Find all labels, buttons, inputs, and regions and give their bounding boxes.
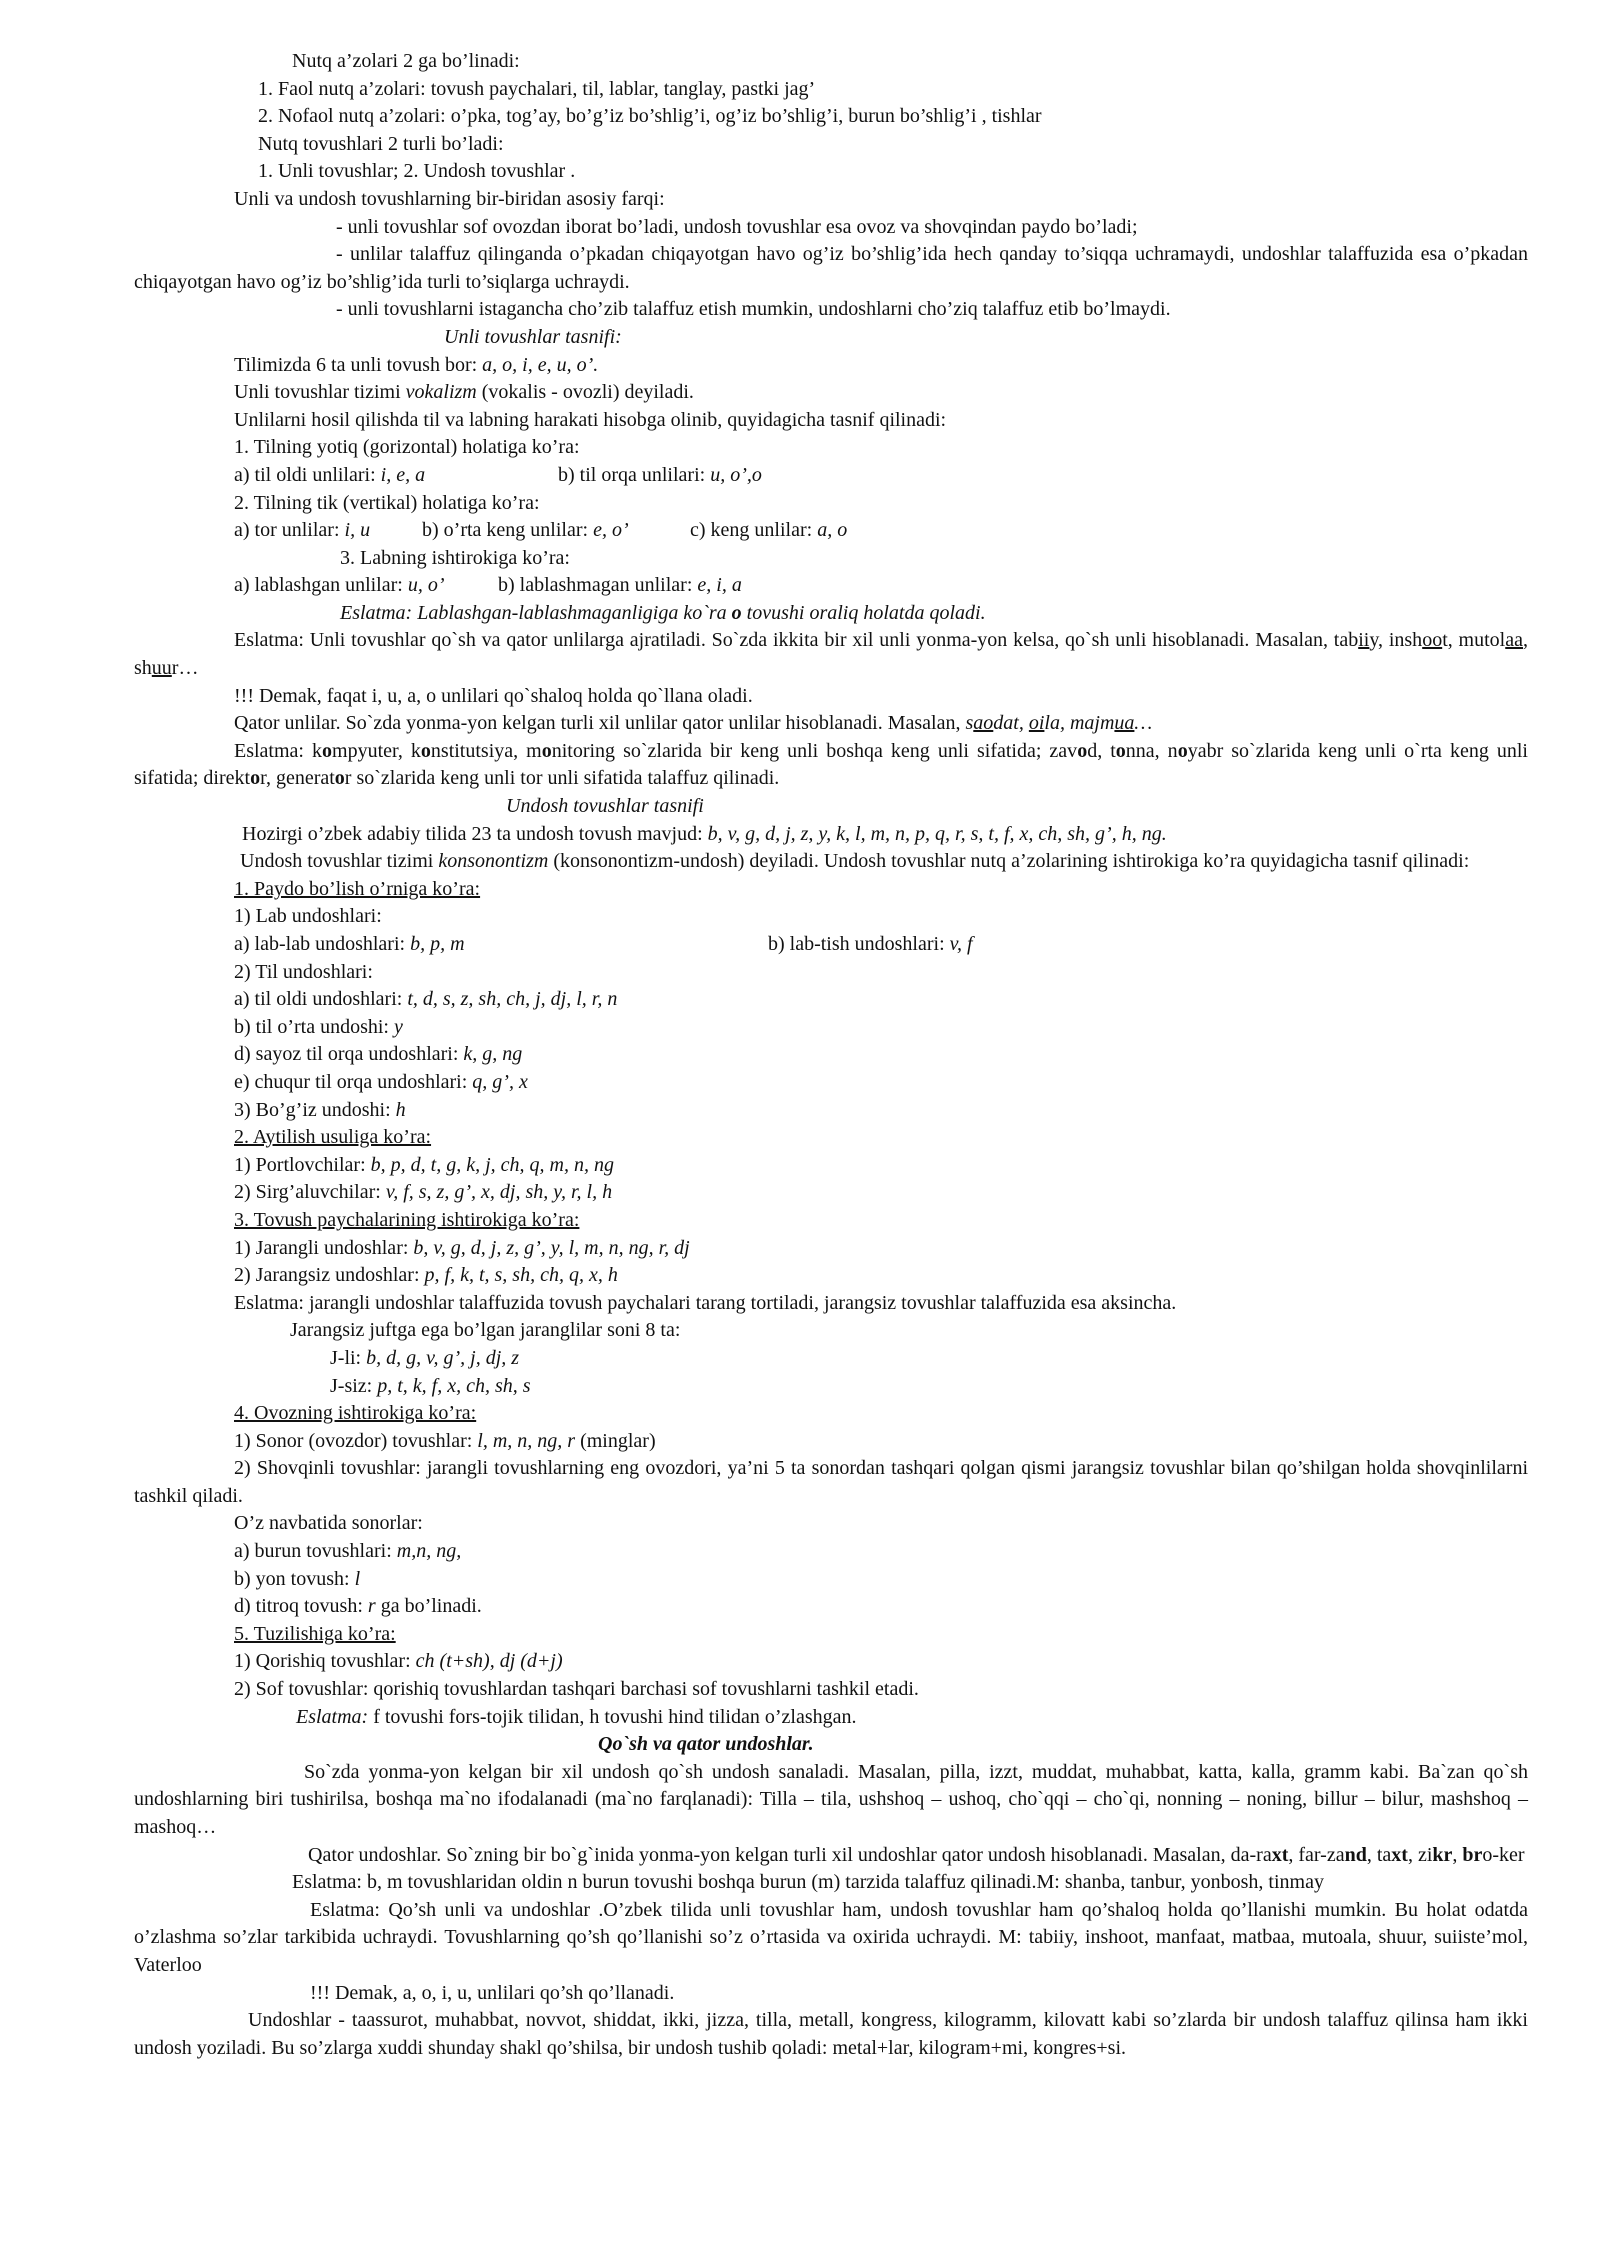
col-b — [768, 931, 973, 959]
consonant-list: p, f, k, t, s, sh, ch, q, x, h — [424, 1264, 618, 1287]
text-span: d) sayoz til orqa undoshlari: — [234, 1043, 464, 1066]
text-line — [138, 1097, 1528, 1125]
text-span: r, generat — [260, 767, 335, 790]
text-span: ga bo’linadi. — [375, 1595, 482, 1618]
text-span: … — [1134, 712, 1153, 735]
vowel-list: i, e, a — [380, 463, 426, 486]
bold-letter: o — [541, 739, 552, 762]
text-line: Unlilarni hosil qilishda til va labning harakati hisobga olinib, quyidagicha tasnif qilinadi: — [234, 408, 947, 431]
text-line — [138, 1152, 1528, 1180]
text-span: t, mutol — [1442, 629, 1506, 652]
text-span: , — [1452, 1843, 1463, 1866]
section-heading — [138, 793, 1528, 821]
text-span: a) tor unlilar: — [234, 519, 345, 542]
text-span: Eslatma: Lablashgan-lablashmaganligiga ko`ra — [340, 601, 732, 624]
text-span: b) til o’rta undoshi: — [234, 1015, 394, 1038]
vowel-list: a, o — [817, 519, 848, 542]
underlined-letters: ua — [1114, 712, 1135, 735]
consonant-list: l, m, n, ng, r — [477, 1429, 576, 1452]
text-paragraph: Eslatma: Qo’sh unli va undoshlar .O’zbek tilida unli tovushlar ham, undosh tovushlar ham qo’shaloq holda qo’llanishi mumkin. Bu holat odatda o’zlashma so’zlar tarkibida uchraydi. Tovushlarning qo’sh qo’llanishi so’z o’rtasida va oxirida uchraydi. M: tabiiy, inshoot, manfaat, matbaa, mutoala, shuur, suiiste’mol, Vaterloo — [134, 1898, 1528, 1976]
text-span: , zi — [1407, 1843, 1433, 1866]
bold-letters: kr — [1432, 1843, 1453, 1866]
text-line — [138, 710, 1528, 738]
two-column-line — [138, 931, 1528, 959]
text-line — [138, 352, 1528, 380]
text-span: a) lab-lab undoshlari: — [234, 933, 411, 955]
text-span: d) titroq tovush: — [234, 1595, 368, 1618]
text-line: !!! Demak, a, o, i, u, unlilari qo’sh qo’llanadi. — [310, 1981, 675, 2004]
underlined-letters: ii — [1358, 629, 1370, 652]
subsection-heading — [138, 1621, 1528, 1649]
text-span: nna, n — [1125, 739, 1178, 762]
text-paragraph: - unlilar talaffuz qilinganda o’pkadan chiqayotgan havo og’iz bo’shlig’ida hech qanday to’siqqa uchramaydi, undoshlar talaffuzida esa o’pkadan chiqayotgan havo og’iz bo’shlig’ida turli to’siqlarga uchraydi. — [134, 243, 1528, 293]
vowel-list: i, u — [344, 519, 371, 542]
text-line — [138, 1262, 1528, 1290]
text-line: Unli va undosh tovushlarning bir-biridan asosiy farqi: — [234, 187, 665, 210]
text-line: 2. Nofaol nutq a’zolari: o’pka, tog’ay, bo’g’iz bo’shlig’i, og’iz bo’shlig’i, burun bo’shlig’i , tishlar — [258, 105, 1042, 128]
vowel-list: e, o’ — [593, 519, 629, 542]
text-line: 1) Lab undoshlari: — [234, 905, 382, 928]
three-column-line — [138, 517, 1528, 545]
text-span: Unli tovushlar tizimi — [234, 381, 406, 404]
text-line — [138, 1566, 1528, 1594]
text-line: O’z navbatida sonorlar: — [234, 1512, 423, 1535]
text-paragraph: So`zda yonma-yon kelgan bir xil undosh qo`sh undosh sanaladi. Masalan, pilla, izzt, muddat, muhabbat, katta, kalla, gramm kabi. Ba`zan qo`sh undoshlarning biri tushirilsa, boshqa ma`no ifodalanadi (ma`no farqlanadi): Tilla – tila, ushshoq – ushoq, cho`qqi – cho`qi, nonning – noning, billur – bilur, mashshoq – mashoq… — [134, 1760, 1528, 1838]
subsection-heading — [138, 1207, 1528, 1235]
text-line — [138, 379, 1528, 407]
underlined-letters: oo — [1422, 629, 1443, 652]
underlined-letters: uu — [151, 657, 172, 680]
bold-letter: o — [420, 739, 431, 762]
text-line — [138, 1345, 1528, 1373]
text-line — [138, 1648, 1528, 1676]
vowel-list: u, o’ — [407, 574, 445, 597]
bold-letter: o — [1177, 739, 1188, 762]
bold-letters: br — [1462, 1843, 1483, 1866]
text-line: - unli tovushlar sof ovozdan iborat bo’ladi, undosh tovushlar esa ovoz va shovqindan paydo bo’ladi; — [336, 215, 1138, 238]
text-line: 1. Faol nutq a’zolari: tovush paychalari, til, lablar, tanglay, pastki jag’ — [258, 77, 816, 100]
text-line: Eslatma: jarangli undoshlar talaffuzida tovush paychalari tarang tortiladi, jarangsiz tovushlar talaffuzida esa aksincha. — [234, 1291, 1177, 1314]
text-span: 1) Jarangli undoshlar: — [234, 1236, 414, 1259]
col-a — [234, 572, 445, 600]
underlined-letters: oi — [1028, 712, 1045, 735]
text-line: - unli tovushlarni istagancha cho’zib talaffuz etish mumkin, undoshlarni cho’ziq talaffuz etib bo’lmaydi. — [336, 298, 1171, 321]
text-span: yabr so`zlarida keng unli o`rta keng unli sifatida; direkt — [134, 739, 1528, 790]
col-b — [422, 517, 629, 545]
heading-text: 5. Tuzilishiga ko’ra: — [234, 1622, 396, 1645]
bold-letter: o — [1115, 739, 1126, 762]
text-line — [138, 1373, 1528, 1401]
heading-text: 1. Paydo bo’lish o’rniga ko’ra: — [234, 877, 481, 900]
text-line: 2. Tilning tik (vertikal) holatiga ko’ra: — [234, 491, 540, 514]
text-span: b) til orqa unlilari: — [558, 463, 711, 486]
heading-text: Unli tovushlar tasnifi: — [444, 325, 622, 348]
text-span: a) burun tovushlari: — [234, 1540, 397, 1563]
text-span: a) lablashgan unlilar: — [234, 574, 408, 597]
heading-text: 4. Ovozning ishtirokiga ko’ra: — [234, 1402, 477, 1425]
text-span: d, t — [1087, 739, 1116, 762]
vowel-list: a, o, i, e, u, o’. — [482, 353, 599, 376]
col-a — [234, 517, 370, 545]
text-line — [138, 1235, 1528, 1263]
text-line — [138, 1704, 1528, 1732]
subsection-heading — [138, 1124, 1528, 1152]
subsection-heading — [138, 1400, 1528, 1428]
consonant-list: h — [395, 1098, 406, 1121]
consonant-list: m,n, ng, — [396, 1540, 462, 1563]
bold-letters: xt — [1391, 1843, 1408, 1866]
text-span: b) o’rta keng unlilar: — [422, 519, 594, 542]
text-line — [138, 1428, 1528, 1456]
term: vokalizm — [405, 381, 477, 404]
text-span: mpyuter, k — [332, 739, 421, 762]
vowel-list: u, o’,o — [710, 463, 762, 486]
section-heading — [138, 1731, 1528, 1759]
text-line: 3. Labning ishtirokiga ko’ra: — [340, 546, 570, 569]
text-span: 1) Portlovchilar: — [234, 1153, 371, 1176]
text-span: r… — [171, 657, 199, 680]
text-line — [138, 821, 1528, 849]
text-span: Eslatma: Unli tovushlar qo`sh va qator unlilarga ajratiladi. So`zda ikkita bir xil unli yonma-yon kelsa, qo`sh unli hisoblanadi. Masalan, tab — [234, 629, 1359, 652]
text-span: nstitutsiya, m — [430, 739, 542, 762]
text-line: 1. Unli tovushlar; 2. Undosh tovushlar . — [258, 160, 576, 183]
text-line: !!! Demak, faqat i, u, a, o unlilari qo`shaloq holda qo`llana oladi. — [234, 684, 753, 707]
text-span: (vokalis - ovozli) deyiladi. — [476, 381, 694, 404]
text-span: tovushi oraliq holatda qoladi. — [741, 601, 986, 624]
consonant-list: ch (t+sh), dj (d+j) — [415, 1650, 563, 1673]
text-line: Nutq a’zolari 2 ga bo’linadi: — [292, 50, 520, 72]
col-a — [234, 462, 425, 490]
section-heading — [138, 324, 1528, 352]
text-span: 1) Sonor (ovozdor) tovushlar: — [234, 1429, 478, 1452]
two-column-line — [138, 572, 1528, 600]
consonant-list: r — [367, 1595, 376, 1618]
text-line — [138, 1538, 1528, 1566]
heading-text: Undosh tovushlar tasnifi — [506, 795, 704, 818]
text-span: f tovushi fors-tojik tilidan, h tovushi hind tilidan o’zlashgan. — [368, 1705, 857, 1728]
col-b — [558, 462, 762, 490]
text-span: b) lab-tish undoshlari: — [768, 933, 950, 955]
text-span: b) yon tovush: — [234, 1567, 355, 1590]
heading-text: 3. Tovush paychalarining ishtirokiga ko’ra: — [234, 1208, 580, 1231]
text-span: r so`zlarida keng unli tor unli sifatida talaffuz qilinadi. — [344, 767, 780, 790]
text-span: la, majm — [1044, 712, 1115, 735]
text-span: , far-za — [1288, 1843, 1345, 1866]
text-span: 1) Qorishiq tovushlar: — [234, 1650, 416, 1673]
text-span: y, insh — [1369, 629, 1423, 652]
bold-letters: nd — [1344, 1843, 1367, 1866]
text-span: , sh — [134, 629, 1528, 680]
text-span: 2) Sirg’aluvchilar: — [234, 1181, 386, 1204]
consonant-list: l — [354, 1567, 361, 1590]
text-span: , ta — [1366, 1843, 1392, 1866]
text-paragraph: Undoshlar - taassurot, muhabbat, novvot, shiddat, ikki, jizza, tilla, metall, kongress, kilogramm, kilovatt kabi so’zlarda bir undosh talaffuz qilinsa ham ikki undosh yoziladi. Bu so’zlarga xuddi shunday shakl qo’shilsa, bir undosh tushib qoladi: metal+lar, kilogram+mi, kongres+si. — [134, 2009, 1528, 2059]
term: konsonontizm — [438, 850, 549, 873]
text-span: dat, — [993, 712, 1029, 735]
text-span: a) til oldi undoshlari: — [234, 988, 408, 1011]
text-span: Undosh tovushlar tizimi — [240, 850, 439, 873]
text-span: e) chuqur til orqa undoshlari: — [234, 1070, 473, 1093]
text-line — [138, 1014, 1528, 1042]
consonant-list: q, g’, x — [472, 1070, 528, 1093]
text-line: 1. Tilning yotiq (gorizontal) holatiga ko’ra: — [234, 436, 580, 459]
note-line — [138, 600, 1528, 628]
bold-letter: o — [322, 739, 333, 762]
text-span: (konsonontizm-undosh) deyiladi. Undosh tovushlar nutq a’zolarining ishtirokiga ko’ra quyidagicha tasnif qilinadi: — [548, 850, 1470, 873]
vowel-list: e, i, a — [697, 574, 742, 597]
text-span: 2) Jarangsiz undoshlar: — [234, 1264, 425, 1287]
consonant-list: k, g, ng — [463, 1043, 523, 1066]
col-c — [690, 517, 847, 545]
col-b — [498, 572, 742, 600]
text-span: Hozirgi o’zbek adabiy tilida 23 ta undosh tovush mavjud: — [242, 822, 708, 845]
text-span: J-siz: — [330, 1374, 378, 1397]
heading-text: Qo`sh va qator undoshlar. — [598, 1733, 814, 1756]
text-paragraph — [134, 1842, 1528, 1870]
text-paragraph: 2) Shovqinli tovushlar: jarangli tovushlarning eng ovozdori, ya’ni 5 ta sonordan tashqari qolgan qismi jarangsiz tovushlar bilan qo’shilgan holda shovqinlilarni tashkil qiladi. — [134, 1457, 1528, 1507]
text-line — [138, 986, 1528, 1014]
text-span: s — [965, 712, 974, 735]
consonant-list: p, t, k, f, x, ch, sh, s — [377, 1374, 531, 1397]
text-line — [138, 1069, 1528, 1097]
text-span: Qator unlilar. So`zda yonma-yon kelgan turli xil unlilar qator unlilar hisoblanadi. Masalan, — [234, 712, 966, 735]
text-span: c) keng unlilar: — [690, 519, 818, 542]
col-a — [234, 931, 465, 959]
text-line: Jarangsiz juftga ega bo’lgan jaranglilar soni 8 ta: — [290, 1319, 681, 1342]
text-span: b) lablashmagan unlilar: — [498, 574, 698, 597]
text-paragraph — [134, 738, 1528, 793]
consonant-list: b, v, g, d, j, z, y, k, l, m, n, p, q, r, s, t, f, x, ch, sh, g’, h, ng. — [707, 822, 1167, 845]
consonant-list: y — [393, 1015, 403, 1038]
consonant-list: t, d, s, z, sh, ch, j, dj, l, r, n — [407, 988, 618, 1011]
consonant-list: v, f, s, z, g’, x, dj, sh, y, r, l, h — [385, 1181, 613, 1204]
text-paragraph: Eslatma: b, m tovushlaridan oldin n burun tovushi boshqa burun (m) tarzida talaffuz qilinadi.M: shanba, tanbur, yonbosh, tinmay — [292, 1871, 1324, 1894]
bold-letter: o — [250, 767, 261, 790]
text-line: 2) Til undoshlari: — [234, 960, 373, 983]
text-span: Eslatma: k — [234, 739, 323, 762]
text-line: 2) Sof tovushlar: qorishiq tovushlardan tashqari barchasi sof tovushlarni tashkil etadi. — [234, 1678, 919, 1701]
text-line — [138, 1041, 1528, 1069]
heading-text: 2. Aytilish usuliga ko’ra: — [234, 1126, 432, 1149]
bold-letter: o — [1077, 739, 1088, 762]
text-line — [138, 1179, 1528, 1207]
text-line: Nutq tovushlari 2 turli bo’ladi: — [258, 132, 504, 155]
text-span: Tilimizda 6 ta unli tovush bor: — [234, 353, 483, 376]
underlined-letters: aa — [1505, 629, 1523, 652]
consonant-list: b, v, g, d, j, z, g’, y, l, m, n, ng, r, dj — [413, 1236, 690, 1259]
consonant-list: b, p, d, t, g, k, j, ch, q, m, n, ng — [370, 1153, 614, 1176]
underlined-letters: ao — [973, 712, 994, 735]
text-line — [138, 1593, 1528, 1621]
consonant-list: v, f — [949, 933, 973, 955]
text-span: 3) Bo’g’iz undoshi: — [234, 1098, 396, 1121]
text-span: o-ker — [1482, 1843, 1525, 1866]
text-span: Qator undoshlar. So`zning bir bo`g`inida yonma-yon kelgan turli xil undoshlar qator undosh hisoblanadi. Masalan, da-ra — [308, 1843, 1272, 1866]
text-span: J-li: — [330, 1346, 367, 1369]
consonant-list: b, d, g, v, g’, j, dj, z — [366, 1346, 520, 1369]
text-paragraph — [134, 848, 1528, 876]
two-column-line — [138, 462, 1528, 490]
text-span: (minglar) — [575, 1429, 656, 1452]
note-label: Eslatma: — [296, 1705, 369, 1728]
bold-letter: o — [334, 767, 345, 790]
subsection-heading — [138, 876, 1528, 904]
consonant-list: b, p, m — [410, 933, 465, 955]
text-span: a) til oldi unlilari: — [234, 463, 381, 486]
bold-letter: o — [731, 601, 742, 624]
text-paragraph — [134, 627, 1528, 682]
text-span: nitoring so`zlarida bir keng unli boshqa keng unli sifatida; zav — [551, 739, 1078, 762]
bold-letters: xt — [1271, 1843, 1289, 1866]
